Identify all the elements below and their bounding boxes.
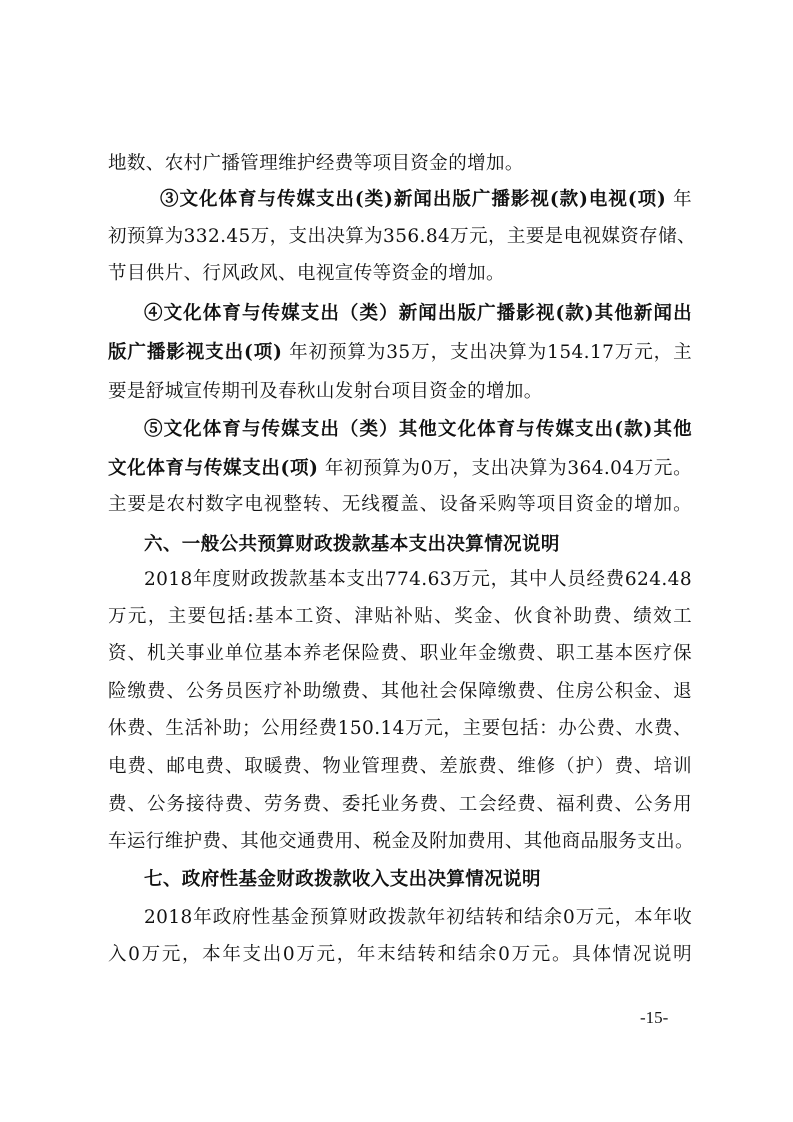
- text-line: [108, 152, 692, 176]
- body-text: 2018年度财政拨款基本支出774.63万元，其中人员经费624.48: [144, 569, 692, 590]
- text-line: [108, 680, 692, 704]
- bold-item-title: ④文化体育与传媒支出（类）新闻出版广播影视(款)其他新闻出: [144, 303, 692, 324]
- text-line: [108, 457, 692, 481]
- text-line: [108, 380, 692, 404]
- body-text: 地数、农村广播管理维护经费等项目资金的增加。: [108, 153, 524, 174]
- body-text: 主要是农村数字电视整转、无线覆盖、设备采购等项目资金的增加。: [108, 494, 692, 515]
- bold-item-title: 版广播影视支出(项): [108, 342, 283, 363]
- body-text: 2018年政府性基金预算财政拨款年初结转和结余0万元，本年收: [144, 907, 692, 928]
- body-text: 险缴费、公务员医疗补助缴费、其他社会保障缴费、住房公积金、退: [108, 681, 692, 702]
- bold-item-title: ⑤文化体育与传媒支出（类）其他文化体育与传媒支出(款)其他: [144, 419, 692, 440]
- body-text: 年初预算为0万，支出决算为364.04万元。: [324, 458, 693, 479]
- body-text: 车运行维护费、其他交通费用、税金及附加费用、其他商品服务支出。: [108, 831, 694, 852]
- body-text: 年初预算为35万，支出决算为154.17万元，主: [289, 342, 693, 363]
- text-line: [108, 262, 692, 286]
- text-line: [144, 568, 692, 592]
- body-text: 费、公务接待费、劳务费、委托业务费、工会经费、福利费、公务用: [108, 794, 692, 815]
- body-text: 年: [673, 189, 692, 210]
- text-line: [108, 943, 692, 967]
- body-text: 电费、邮电费、取暖费、物业管理费、差旅费、维修（护）费、培训: [108, 756, 692, 777]
- section-heading: [144, 533, 692, 557]
- body-text: 万元，主要包括:基本工资、津贴补贴、奖金、伙食补助费、绩效工: [108, 606, 692, 627]
- text-line: [160, 188, 692, 212]
- body-text: 节目供片、行风政风、电视宣传等资金的增加。: [108, 263, 505, 284]
- text-line: [144, 418, 692, 442]
- bold-item-title: 文化体育与传媒支出(项): [108, 458, 319, 479]
- body-text: 入0万元，本年支出0万元，年末结转和结余0万元。具体情况说明: [108, 944, 692, 965]
- body-text: 初预算为332.45万，支出决算为356.84万元，主要是电视媒资存储、: [108, 226, 696, 247]
- body-text: 资、机关事业单位基本养老保险费、职业年金缴费、职工基本医疗保: [108, 643, 692, 664]
- bold-item-title: ③文化体育与传媒支出(类)新闻出版广播影视(款)电视(项): [160, 189, 667, 210]
- page-number: -15-: [640, 1008, 669, 1027]
- heading-text: 七、政府性基金财政拨款收入支出决算情况说明: [144, 869, 541, 890]
- text-line: [108, 717, 692, 741]
- text-line: [108, 493, 692, 517]
- text-line: [108, 755, 692, 779]
- section-heading: [144, 868, 692, 892]
- body-text: 要是舒城宣传期刊及春秋山发射台项目资金的增加。: [108, 381, 543, 402]
- text-line: [108, 605, 692, 629]
- text-line: [144, 302, 692, 326]
- text-line: [108, 793, 692, 817]
- text-line: [108, 341, 692, 365]
- text-line: [144, 906, 692, 930]
- text-line: [108, 830, 692, 854]
- heading-text: 六、一般公共预算财政拨款基本支出决算情况说明: [144, 534, 560, 555]
- body-text: 休费、生活补助；公用经费150.14万元，主要包括：办公费、水费、: [108, 718, 692, 739]
- text-line: [108, 225, 696, 249]
- text-line: [108, 642, 692, 666]
